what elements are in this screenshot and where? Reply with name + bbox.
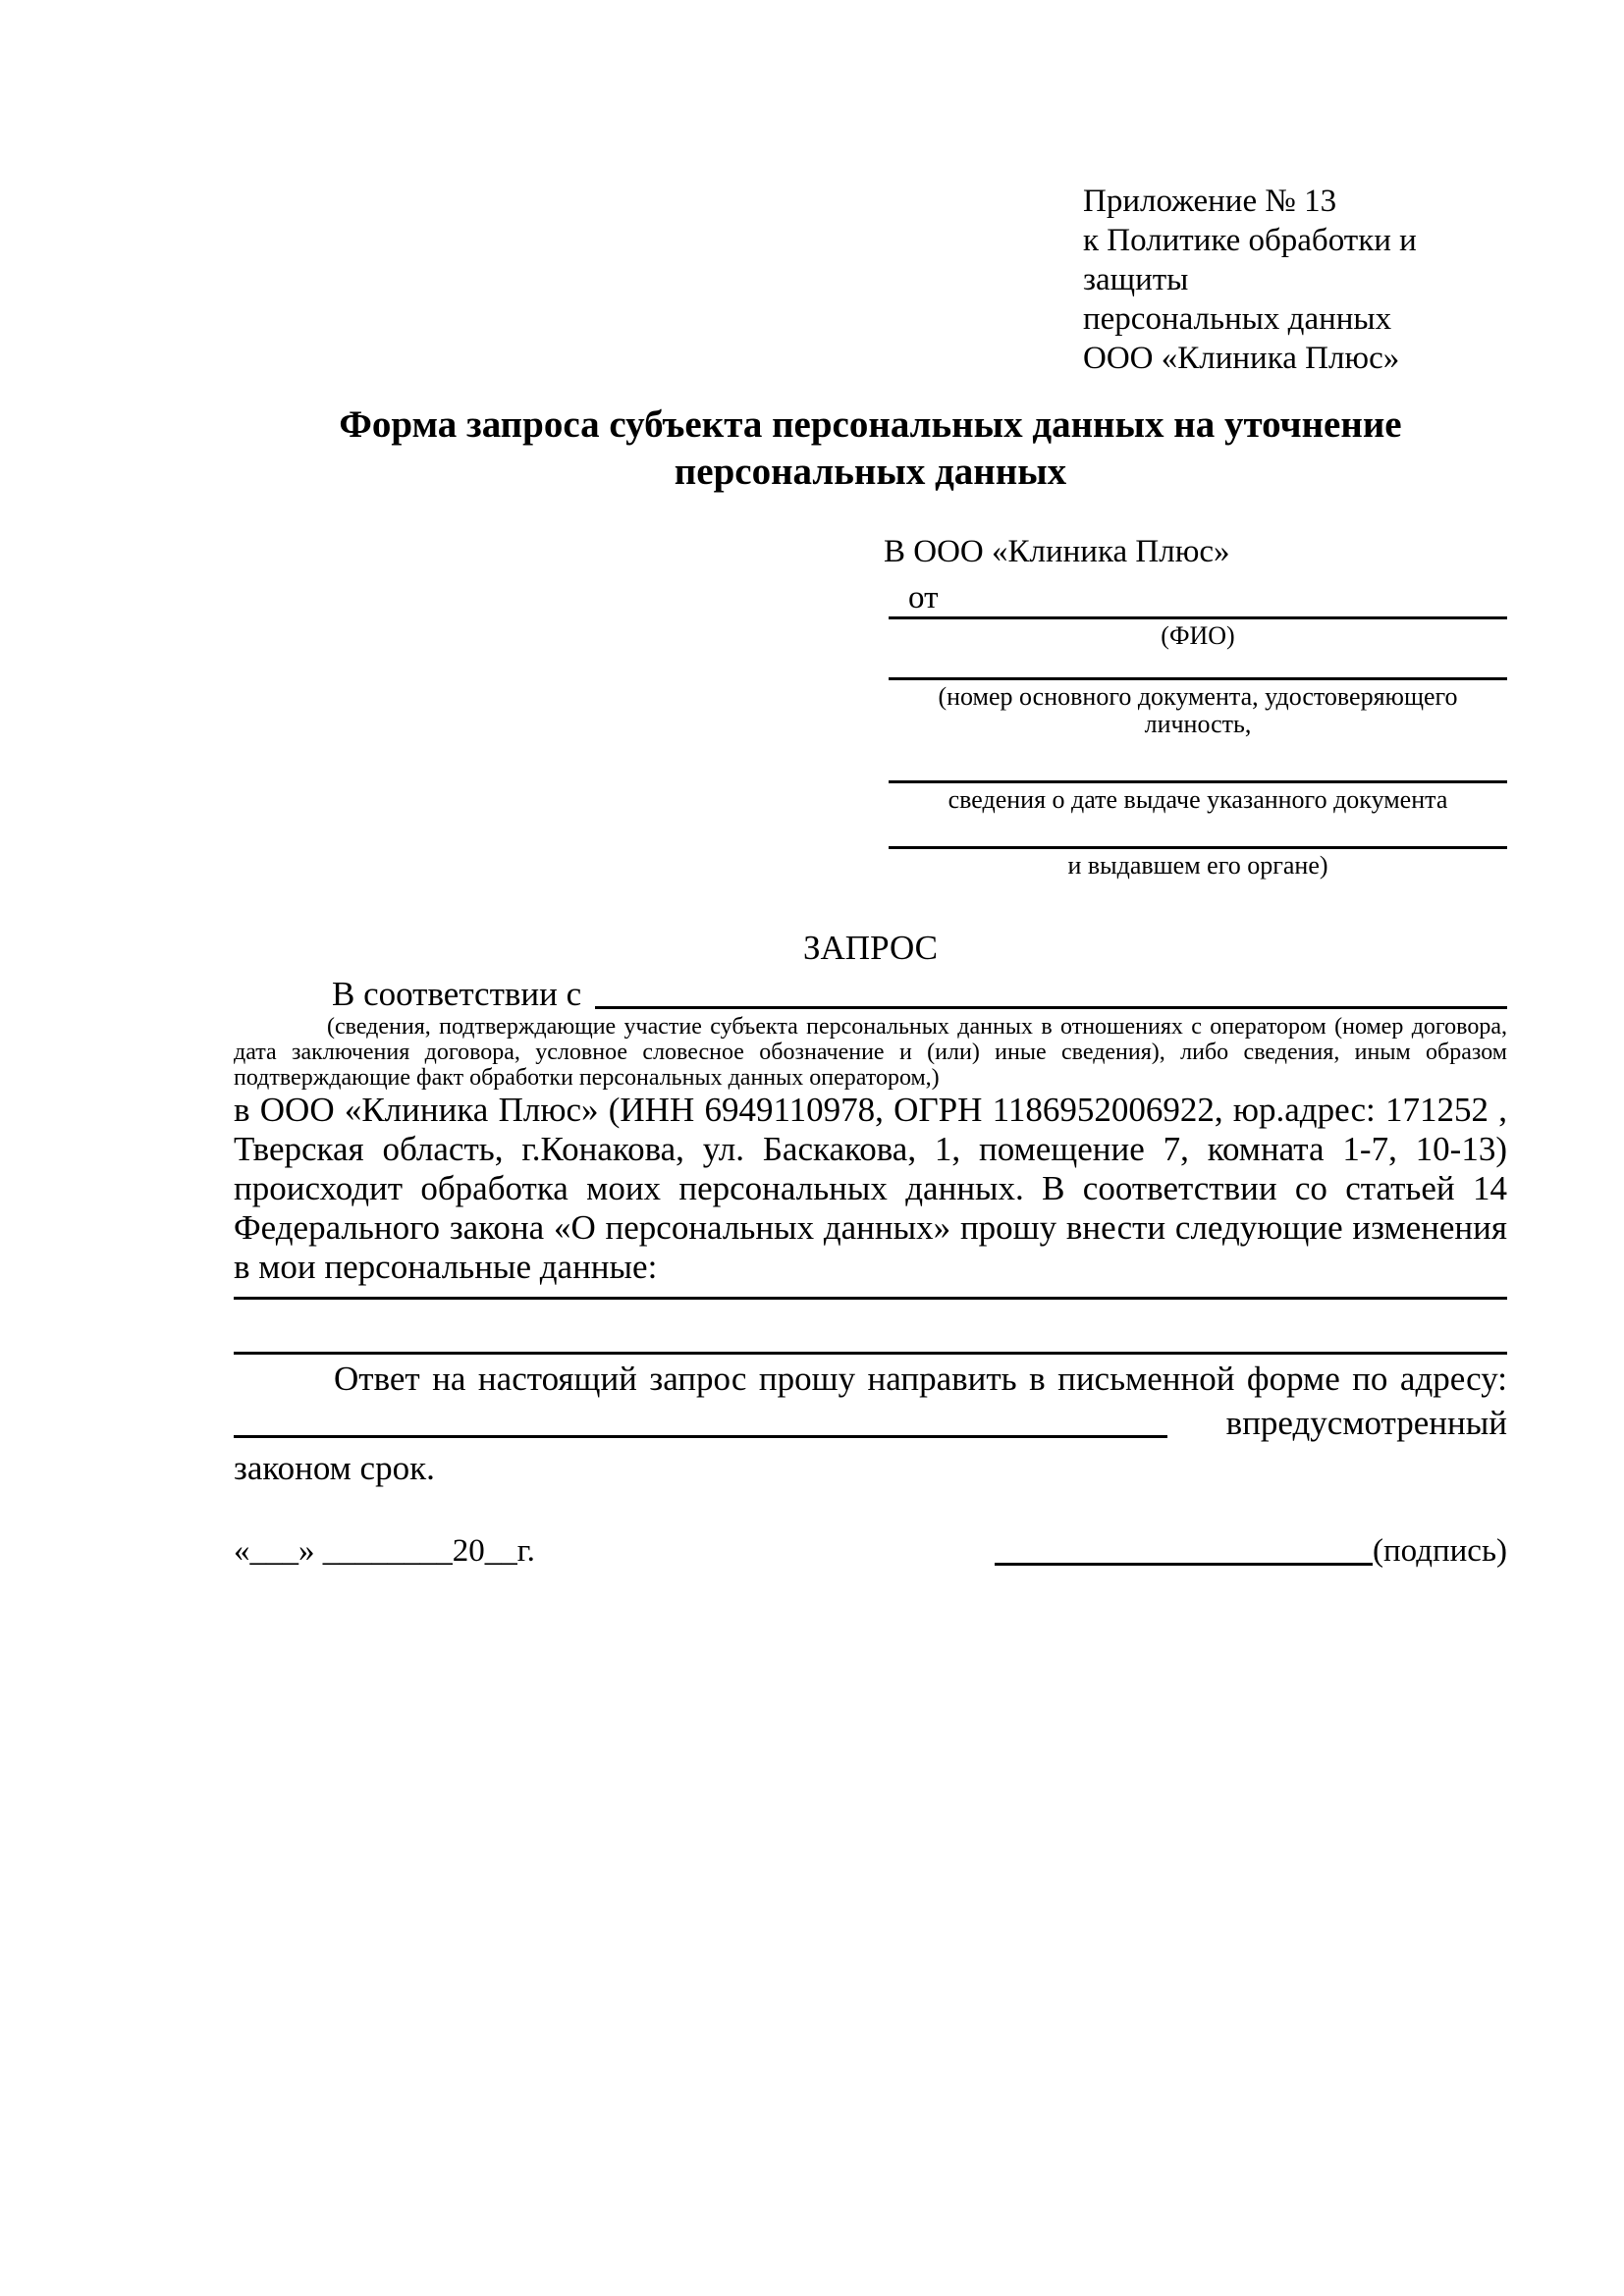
from-label: от <box>908 580 939 615</box>
footer-row <box>234 1532 1507 1570</box>
appendix-header-line: ООО «Клиника Плюс» <box>1083 341 1400 376</box>
appendix-header-line: к Политике обработки и защиты <box>1083 223 1417 297</box>
intro-blank-line <box>595 1006 1507 1009</box>
issue-date-blank-line <box>889 780 1507 783</box>
issue-date-caption: сведения о дате выдаче указанного документа <box>947 785 1448 814</box>
request-heading: ЗАПРОС <box>802 929 939 967</box>
addressee-line: В ООО «Клиника Плюс» <box>884 534 1230 569</box>
issuing-authority-caption: и выдавшем его органе) <box>1067 851 1328 880</box>
appendix-header-line: Приложение № 13 <box>1083 184 1337 219</box>
reply-address-blank-line <box>234 1435 1167 1438</box>
fio-caption: (ФИО) <box>1161 621 1235 650</box>
appendix-header-line: персональных данных <box>1083 301 1392 337</box>
date-line: «___» ________20__г. <box>234 1533 535 1569</box>
appendix-header <box>1083 182 1507 378</box>
signature-blank-line <box>995 1563 1373 1566</box>
fio-blank-line <box>889 616 1507 619</box>
operator-relation-note: (сведения, подтверждающие участие субъекта персональных данных в отношениях с оператором (номер договора, дата заключения договора, условное словесное обозначение и (или) иные сведения), либо сведения, иным образом подтверждающие факт обработки персональных данных оператором,) <box>234 1014 1507 1091</box>
reply-word-predusmotrenny: предусмотренный <box>1242 1404 1507 1442</box>
changes-blank-line-2 <box>234 1352 1507 1355</box>
document-number-blank-line <box>889 677 1507 680</box>
reply-closing-line: законом срок. <box>234 1449 435 1487</box>
signature-caption: (подпись) <box>1373 1533 1507 1569</box>
intro-line <box>234 975 1507 1014</box>
reply-address-line: Ответ на настоящий запрос прошу направить в письменной форме по адресу: <box>334 1360 1507 1398</box>
signature-block <box>995 1532 1507 1570</box>
changes-blank-line-1 <box>234 1297 1507 1300</box>
reply-address-row <box>234 1404 1507 1443</box>
document-number-caption: (номер основного документа, удостоверяющего личность, <box>938 682 1458 738</box>
issuing-authority-blank-line <box>889 846 1507 849</box>
request-body-paragraph: в ООО «Клиника Плюс» (ИНН 6949110978, ОГРН 1186952006922, юр.адрес: 171252 , Тверская область, г.Конакова, ул. Баскакова, 1, помещение 7, комната 1-7, 10-13) происходит обработка моих персональных данных. В соответствии со статьей 14 Федерального закона «О персональных данных» прошу внести следующие изменения в мои персональные данные: <box>234 1091 1507 1286</box>
reply-word-v: в <box>1225 1404 1243 1442</box>
form-title: Форма запроса субъекта персональных данных на уточнение персональных данных <box>339 403 1402 493</box>
intro-prefix: В соответствии с <box>332 975 582 1013</box>
addressee-fields <box>889 616 1507 880</box>
